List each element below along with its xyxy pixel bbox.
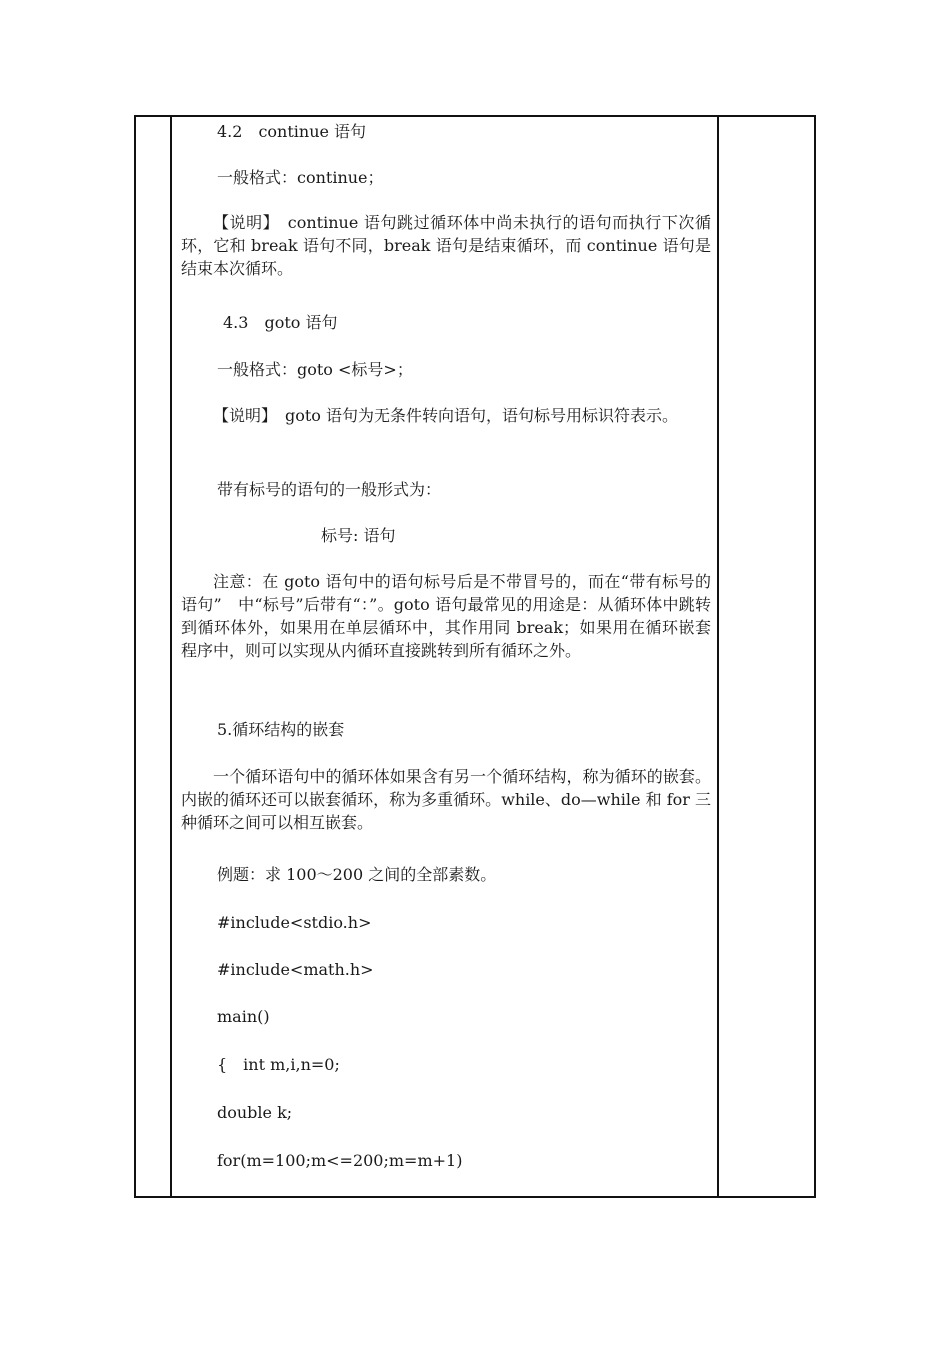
right-column [717, 117, 814, 1196]
goto-attention: 注意：在 goto 语句中的语句标号后是不带冒号的，而在“带有标号的语句” 中“标号”后带有“：”。goto 语句最常见的用途是：从循环体中跳转到循环体外，如果用在单层循环中，其作用同 break；如果用在循环嵌套程序中，则可以实现从内循环直接跳转到所有循环之外。 [181, 572, 711, 660]
goto-format: 一般格式：goto <标号>； [217, 360, 413, 379]
section-4-3-heading: 4.3 goto 语句 [223, 313, 338, 332]
document-table [134, 115, 816, 1198]
left-column [136, 117, 172, 1196]
example-title: 例题：求 100～200 之间的全部素数。 [217, 865, 497, 884]
section-5-heading: 5.循环结构的嵌套 [217, 720, 345, 739]
continue-format: 一般格式：continue； [217, 168, 384, 187]
labeled-statement-intro: 带有标号的语句的一般形式为： [217, 480, 442, 499]
code-line: for(m=100;m<=200;m=m+1) [217, 1151, 463, 1170]
code-line: main() [217, 1007, 270, 1026]
labeled-statement-form: 标号: 语句 [321, 526, 396, 545]
code-line: #include<stdio.h> [217, 913, 372, 932]
nesting-description: 一个循环语句中的循环体如果含有另一个循环结构，称为循环的嵌套。内嵌的循环还可以嵌套循环，称为多重循环。while、do—while 和 for 三种循环之间可以相互嵌套。 [181, 767, 711, 832]
goto-note: 【说明】 goto 语句为无条件转向语句，语句标号用标识符表示。 [213, 406, 679, 425]
section-4-2-heading: 4.2 continue 语句 [217, 122, 367, 141]
code-line: #include<math.h> [217, 960, 374, 979]
code-line: double k; [217, 1103, 293, 1122]
continue-note: 【说明】 continue 语句跳过循环体中尚未执行的语句而执行下次循环，它和 break 语句不同，break 语句是结束循环，而 continue 语句是结束本次循环。 [181, 213, 711, 278]
content-cell [181, 117, 711, 1196]
code-line: { int m,i,n=0; [217, 1055, 340, 1074]
